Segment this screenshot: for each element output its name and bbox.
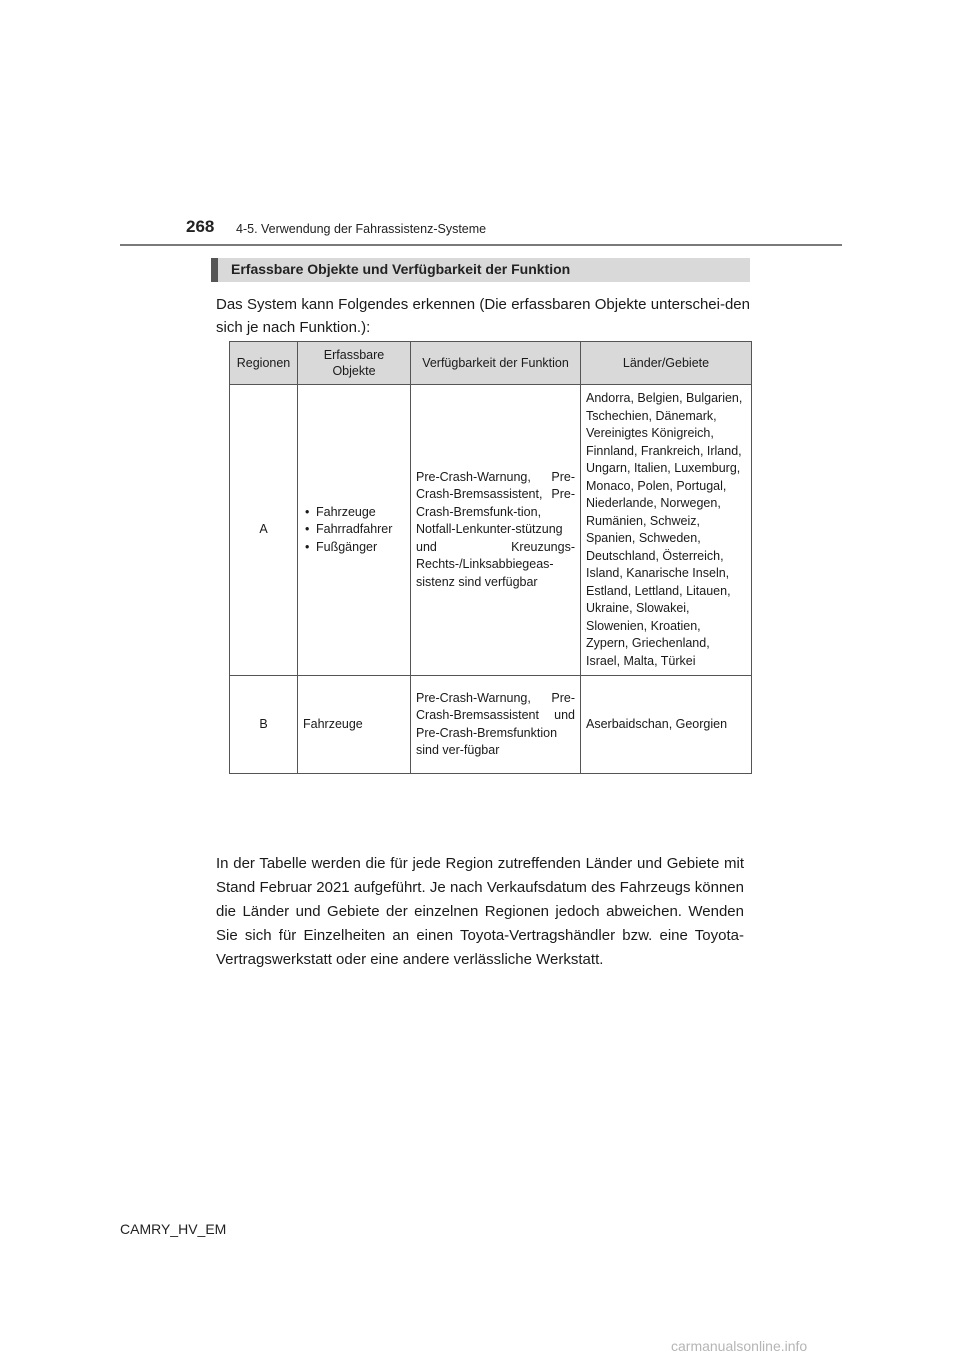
region-cell: B [230, 676, 298, 774]
table-row [230, 676, 752, 774]
regions-table [229, 341, 752, 774]
column-header-verfuegbarkeit: Verfügbarkeit der Funktion [411, 342, 581, 385]
list-item: • Fußgänger [303, 539, 405, 557]
table-row [230, 385, 752, 676]
chapter-title: 4-5. Verwendung der Fahrassistenz-Systeme [236, 222, 487, 236]
function-cell: Pre-Crash-Warnung, Pre-Crash-Bremsassistent und Pre-Crash-Bremsfunktion sind ver-fügbar [411, 676, 581, 774]
objects-cell [298, 385, 411, 676]
countries-cell: Aserbaidschan, Georgien [581, 676, 752, 774]
watermark: carmanualsonline.info [671, 1338, 808, 1354]
section-title: Erfassbare Objekte und Verfügbarkeit der Funktion [231, 261, 571, 277]
table-header-row [230, 342, 752, 385]
column-header-laender: Länder/Gebiete [581, 342, 752, 385]
list-item: • Fahrzeuge [303, 504, 405, 522]
region-cell: A [230, 385, 298, 676]
header-divider [120, 244, 842, 246]
outro-paragraph: In der Tabelle werden die für jede Region zutreffenden Länder und Gebiete mit Stand Februar 2021 aufgeführt. Je nach Verkaufsdatum des Fahrzeugs können die Länder und Gebiete der einzelnen Regionen jedoch abweichen. Wenden Sie sich für Einzelheiten an einen Toyota-Vertragshändler bzw. eine Toyota-Vertragswerkstatt oder eine andere verlässliche Werkstatt. [216, 855, 744, 968]
column-header-regionen: Regionen [230, 342, 298, 385]
function-cell: Pre-Crash-Warnung, Pre-Crash-Bremsassistent, Pre-Crash-Bremsfunk-tion, Notfall-Lenkunter-stützung und Kreuzungs-Rechts-/Linksabbiegeas-sistenz sind verfügbar [411, 385, 581, 676]
footer-model-code: CAMRY_HV_EM [120, 1221, 227, 1237]
countries-cell: Andorra, Belgien, Bulgarien, Tschechien, Dänemark, Vereinigtes Königreich, Finnland, Frankreich, Irland, Ungarn, Italien, Luxemburg, Monaco, Polen, Portugal, Niederlande, Norwegen, Rumänien, Schweiz, Spanien, Schweden, Deutschland, Österreich, Island, Kanarische Inseln, Estland, Lettland, Litauen, Ukraine, Slowakei, Slowenien, Kroatien, Zypern, Griechenland, Israel, Malta, Türkei [581, 385, 752, 676]
intro-paragraph: Das System kann Folgendes erkennen (Die erfassbaren Objekte unterschei-den sich je nach Funktion.): [216, 296, 750, 336]
section-heading-bar [211, 258, 750, 282]
objects-list [303, 504, 405, 557]
column-header-objekte: Erfassbare Objekte [298, 342, 411, 385]
list-item: • Fahrradfahrer [303, 521, 405, 539]
objects-cell: Fahrzeuge [298, 676, 411, 774]
page-number: 268 [186, 217, 215, 236]
